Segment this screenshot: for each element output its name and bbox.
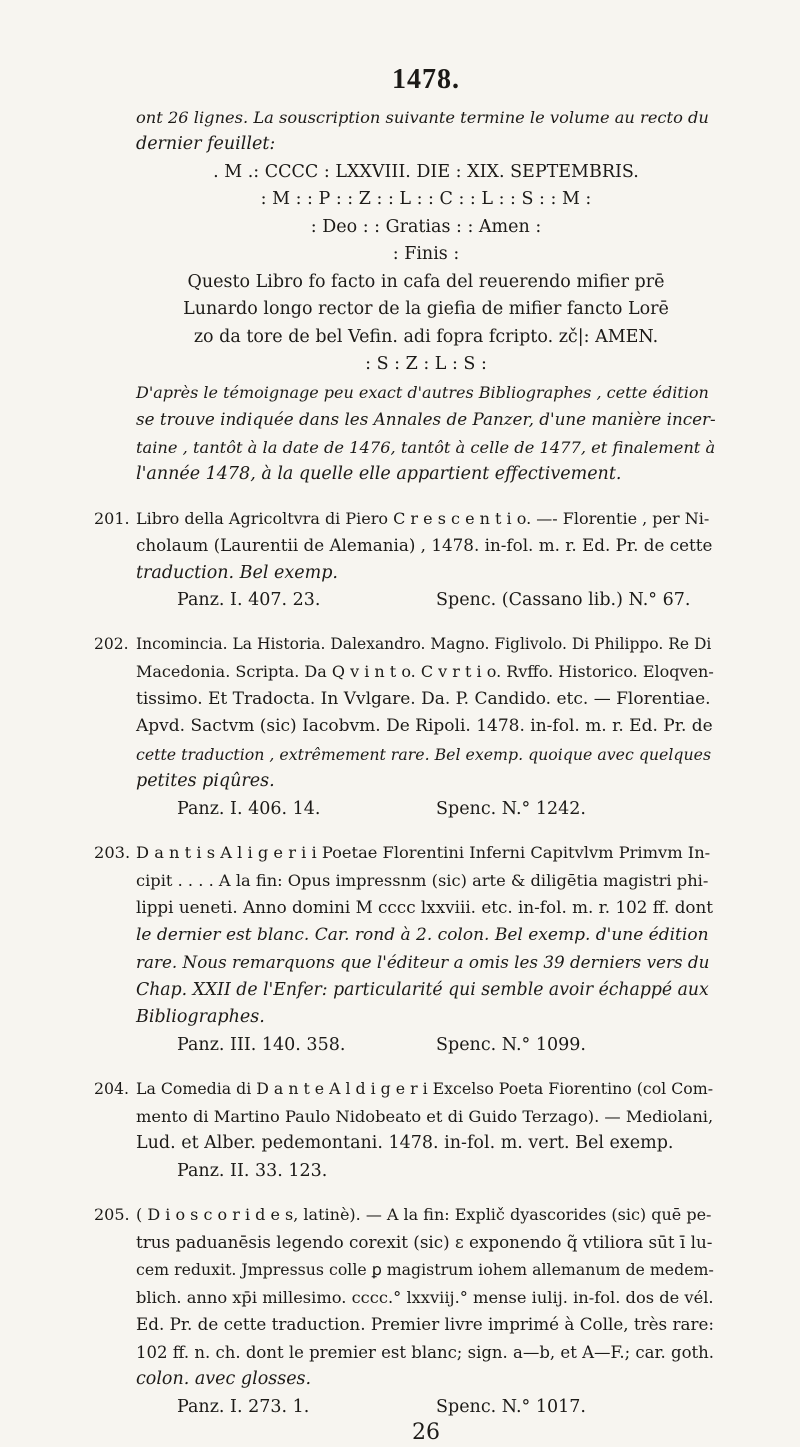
entry-line: Ed. Pr. de cette traduction. Premier livre imprimé à Colle, très rare: (136, 1314, 715, 1334)
entry-line: lippi ueneti. Anno domini M cccc lxxviii. etc. in-fol. m. r. 102 ff. dont (136, 897, 714, 917)
entry-line: Macedonia. Scripta. Da Q v i n t o. C v r t i o. Rvffo. Historico. Eloqven- (136, 662, 714, 681)
catalog-entry-201 (94, 505, 716, 615)
entry-line: petites piqûres. (136, 771, 275, 791)
running-head: 1478. (392, 64, 460, 95)
entry-number: 203. (94, 843, 131, 862)
entry-line: rare. Nous remarquons que l'éditeur a omis les 39 derniers vers du (136, 952, 710, 972)
entry-number: 201. (94, 508, 130, 528)
colophon-line: Questo Libro fo facto in cafa del reuerendo mifier prē (187, 271, 665, 292)
intro (136, 104, 716, 489)
entry-line: Lud. et Alber. pedemontani. 1478. in-fol. m. vert. Bel exemp. (136, 1133, 674, 1153)
entry-references (136, 1032, 716, 1060)
entry-line: traduction. Bel exemp. (136, 562, 338, 583)
spencer-ref: Spenc. N.° 1099. (436, 1034, 586, 1055)
entry-references (136, 1394, 716, 1422)
page (94, 0, 716, 1447)
entry-line: le dernier est blanc. Car. rond à 2. colon. Bel exemp. d'une édition (136, 924, 709, 945)
catalog-entry-202 (94, 631, 716, 824)
entry-line: cholaum (Laurentii de Alemania) , 1478. in-fol. m. r. Ed. Pr. de cette (136, 535, 713, 555)
entry-references (136, 587, 716, 615)
entry-references (136, 796, 716, 824)
entry-first-line (94, 1201, 716, 1229)
entry-line: 102 ff. n. ch. dont le premier est blanc; sign. a—b, et A—F.; car. goth. (136, 1342, 715, 1362)
note-line: D'après le témoignage peu exact d'autres Bibliographes , cette édition (136, 382, 709, 402)
note-line: l'année 1478, à la quelle elle appartient effectivement. (136, 464, 622, 484)
entry-first-line (94, 505, 716, 533)
page-number: 26 (412, 1420, 440, 1445)
panzer-ref: Panz. II. 33. 123. (177, 1160, 328, 1181)
entry-text: Incomincia. La Historia. Dalexandro. Magno. Figlivolo. Di Philippo. Re Di (136, 634, 712, 653)
panzer-ref: Panz. I. 406. 14. (177, 798, 321, 819)
entry-line: Bibliographes. (136, 1007, 265, 1027)
entry-line: colon. avec glosses. (136, 1369, 312, 1389)
entry-first-line (94, 839, 716, 867)
colophon-line: : Deo : : Gratias : : Amen : (310, 216, 542, 237)
intro-line: ont 26 lignes. La souscription suivante termine le volume au recto du (136, 107, 709, 127)
spencer-ref: Spenc. N.° 1017. (436, 1396, 586, 1417)
entry-number: 202. (94, 634, 129, 653)
panzer-ref: Panz. III. 140. 358. (177, 1034, 346, 1055)
intro-line: dernier feuillet: (136, 134, 276, 154)
entry-line: mento di Martino Paulo Nidobeato et di Guido Terzago). — Mediolani, (136, 1106, 714, 1126)
entry-first-line (94, 1075, 716, 1103)
entry-line: cette traduction , extrêmement rare. Bel exemp. quoique avec quelques (136, 744, 712, 764)
catalog-entry-204 (94, 1075, 716, 1185)
entry-number: 205. (94, 1205, 130, 1224)
entry-text: La Comedia di D a n t e A l d i g e r i Excelso Poeta Fiorentino (col Com- (136, 1079, 714, 1098)
spencer-ref: Spenc. (Cassano lib.) N.° 67. (436, 590, 691, 610)
note-line: taine , tantôt à la date de 1476, tantôt à celle de 1477, et finalement à (136, 437, 716, 457)
colophon-line: . M .: CCCC : LXXVIII. DIE : XIX. SEPTEMBRIS. (213, 161, 639, 182)
panzer-ref: Panz. I. 273. 1. (177, 1396, 310, 1417)
entry-line: tissimo. Et Tradocta. In Vvlgare. Da. P. Candido. etc. — Florentiae. (136, 688, 711, 709)
colophon-line: Lunardo longo rector de la giefia de mifier fancto Lorē (183, 299, 669, 319)
colophon-line: : Finis : (392, 244, 460, 264)
entry-line: Apvd. Sactvm (sic) Iacobvm. De Ripoli. 1478. in-fol. m. r. Ed. Pr. de (136, 716, 713, 736)
entry-text: ( D i o s c o r i d e s, latinè). — A la fin: Explič dyascorides (sic) quē pe- (136, 1205, 712, 1224)
entry-line: trus paduanēsis legendo corexit (sic) ɛ exponendo q̃ vtiliora sūt ī lu- (136, 1231, 713, 1252)
spencer-ref: Spenc. N.° 1242. (436, 798, 586, 819)
catalog-entry-203 (94, 839, 716, 1059)
entry-number: 204. (94, 1079, 130, 1098)
entry-line: cem reduxit. Jmpressus colle ꝑ magistrum iohem allemanum de medem- (136, 1260, 714, 1279)
colophon-line: zo da tore de bel Vefin. adi fopra fcripto. zč|: AMEN. (193, 326, 659, 347)
entry-line: cipit . . . . A la fin: Opus impressnm (sic) arte & diligētia magistri phi- (136, 870, 709, 890)
entry-text: Libro della Agricoltvra di Piero C r e s c e n t i o. —- Florentie , per Ni- (136, 508, 710, 528)
entry-text: D a n t i s A l i g e r i i Poetae Florentini Inferni Capitvlvm Primvm In- (136, 843, 711, 862)
entry-references (136, 1158, 716, 1186)
catalog-entry-205 (94, 1201, 716, 1421)
entry-first-line (94, 631, 716, 659)
panzer-ref: Panz. I. 407. 23. (177, 590, 321, 610)
entry-line: blich. anno xp̄i millesimo. cccc.° lxxviij.° mense iulij. in-fol. dos de vél. (136, 1287, 714, 1307)
colophon-line: : M : : P : : Z : : L : : C : : L : : S : : M : (260, 189, 592, 209)
entry-line: Chap. XXII de l'Enfer: particularité qui semble avoir échappé aux (136, 979, 709, 1000)
colophon-line: : S : Z : L : S : (365, 354, 487, 374)
note-line: se trouve indiquée dans les Annales de Panzer, d'une manière incer- (136, 409, 716, 429)
